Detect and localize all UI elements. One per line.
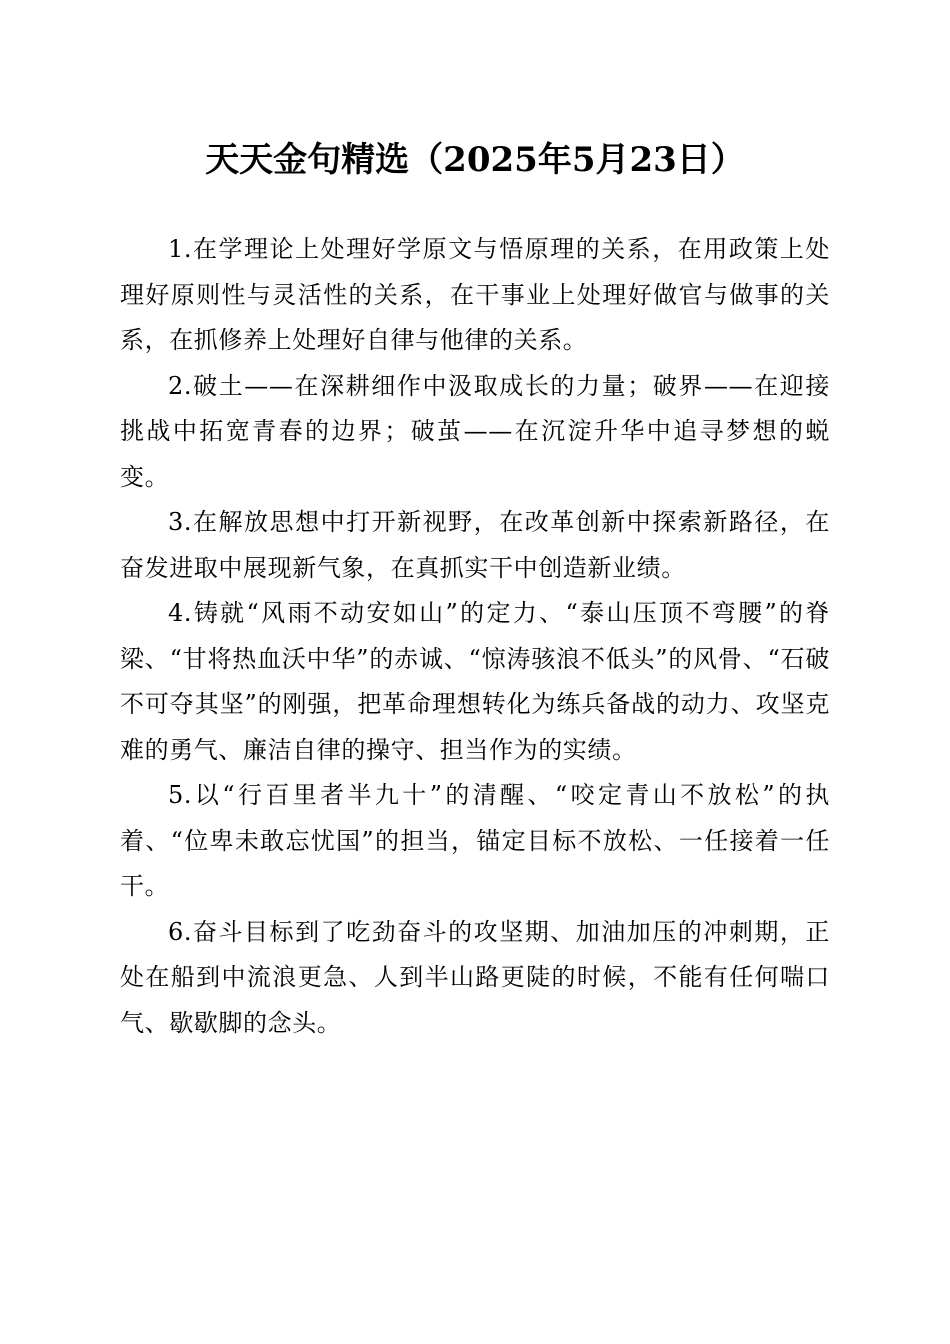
- quote-paragraph-6: 6.奋斗目标到了吃劲奋斗的攻坚期、加油加压的冲刺期，正处在船到中流浪更急、人到半山路更陡的时候，不能有任何喘口气、歇歇脚的念头。: [120, 917, 830, 1037]
- quote-paragraph-3: 3.在解放思想中打开新视野，在改革创新中探索新路径，在奋发进取中展现新气象，在真抓实干中创造新业绩。: [120, 508, 830, 582]
- quote-paragraph-1: 1.在学理论上处理好学原文与悟原理的关系，在用政策上处理好原则性与灵活性的关系，在干事业上处理好做官与做事的关系，在抓修养上处理好自律与他律的关系。: [120, 235, 830, 354]
- document-body: [120, 227, 830, 1046]
- document-title: 天天金句精选（2025年5月23日）: [205, 140, 745, 180]
- quote-paragraph-5: 5.以“行百里者半九十”的清醒、“咬定青山不放松”的执着、“位卑未敢忘忧国”的担当，锚定目标不放松、一任接着一任干。: [120, 781, 830, 900]
- quote-paragraph-2: 2.破土——在深耕细作中汲取成长的力量；破界——在迎接挑战中拓宽青春的边界；破茧——在沉淀升华中追寻梦想的蜕变。: [120, 371, 830, 491]
- quote-paragraph-4: 4.铸就“风雨不动安如山”的定力、“泰山压顶不弯腰”的脊梁、“甘将热血沃中华”的赤诚、“惊涛骇浪不低头”的风骨、“石破不可夺其坚”的刚强，把革命理想转化为练兵备战的动力、攻坚克难的勇气、廉洁自律的操守、担当作为的实绩。: [120, 599, 830, 764]
